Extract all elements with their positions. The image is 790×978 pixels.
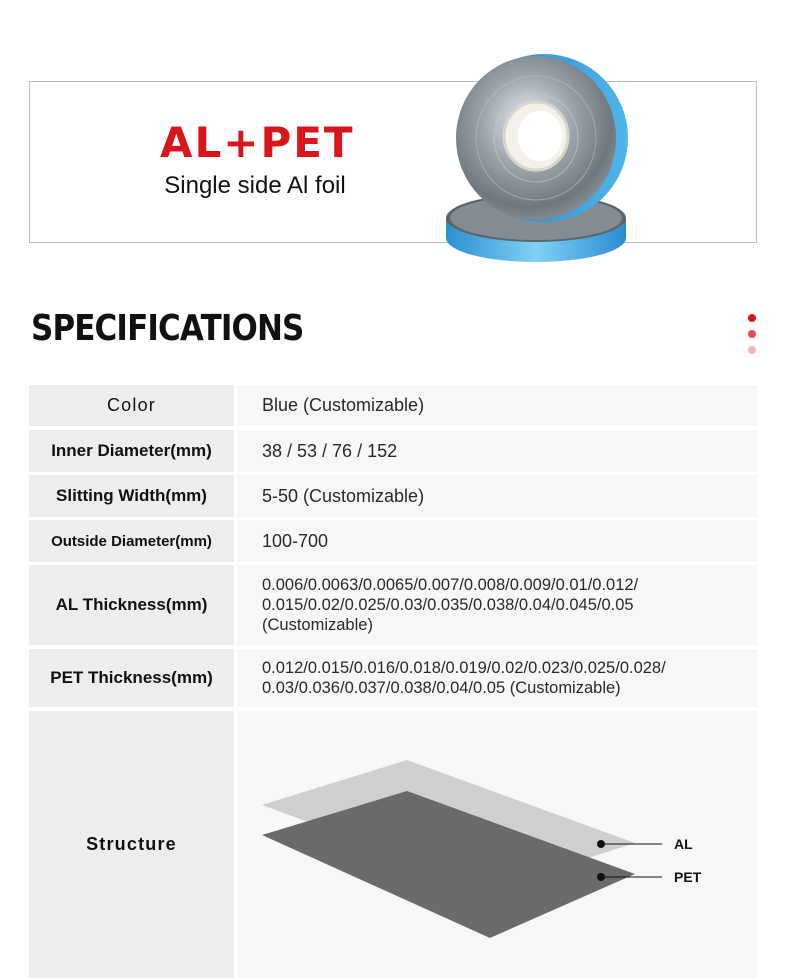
spec-label: Color: [29, 385, 234, 426]
product-subtitle: Single side Al foil: [164, 172, 346, 199]
spec-row-color: [29, 385, 758, 426]
spec-label: Outside Diameter(mm): [29, 520, 234, 562]
product-title: AL+PET: [160, 118, 355, 167]
spec-value: Blue (Customizable): [237, 385, 758, 426]
spec-row-al-thickness: [29, 565, 758, 645]
spec-value: 5-50 (Customizable): [237, 475, 758, 517]
decorative-dots: [748, 314, 758, 358]
spec-label: Structure: [29, 711, 234, 978]
dot-icon: [748, 346, 756, 354]
section-title: SPECIFICATIONS: [31, 308, 304, 349]
spec-label: AL Thickness(mm): [29, 565, 234, 645]
spec-label: Slitting Width(mm): [29, 475, 234, 517]
spec-value: 38 / 53 / 76 / 152: [237, 430, 758, 472]
structure-diagram: [237, 711, 758, 978]
spec-value: 0.006/0.0063/0.0065/0.007/0.008/0.009/0.01/0.012/ 0.015/0.02/0.025/0.03/0.035/0.038/0.04/0.045/0.05 (Customizable): [237, 565, 758, 645]
dot-icon: [748, 330, 756, 338]
spec-row-inner-diameter: [29, 430, 758, 472]
dot-icon: [748, 314, 756, 322]
spec-label: Inner Diameter(mm): [29, 430, 234, 472]
spec-row-pet-thickness: [29, 649, 758, 707]
spec-row-structure: [29, 711, 758, 978]
layer-label-pet: PET: [674, 869, 702, 885]
spec-label: PET Thickness(mm): [29, 649, 234, 707]
spec-value: 100-700: [237, 520, 758, 562]
spec-value: 0.012/0.015/0.016/0.018/0.019/0.02/0.023/0.025/0.028/ 0.03/0.036/0.037/0.038/0.04/0.05 (Customizable): [237, 649, 758, 707]
spec-row-slitting-width: [29, 475, 758, 517]
layer-label-al: AL: [674, 836, 693, 852]
spec-row-outside-diameter: [29, 520, 758, 562]
product-banner: [29, 81, 757, 243]
foil-roll-image: [436, 38, 636, 268]
